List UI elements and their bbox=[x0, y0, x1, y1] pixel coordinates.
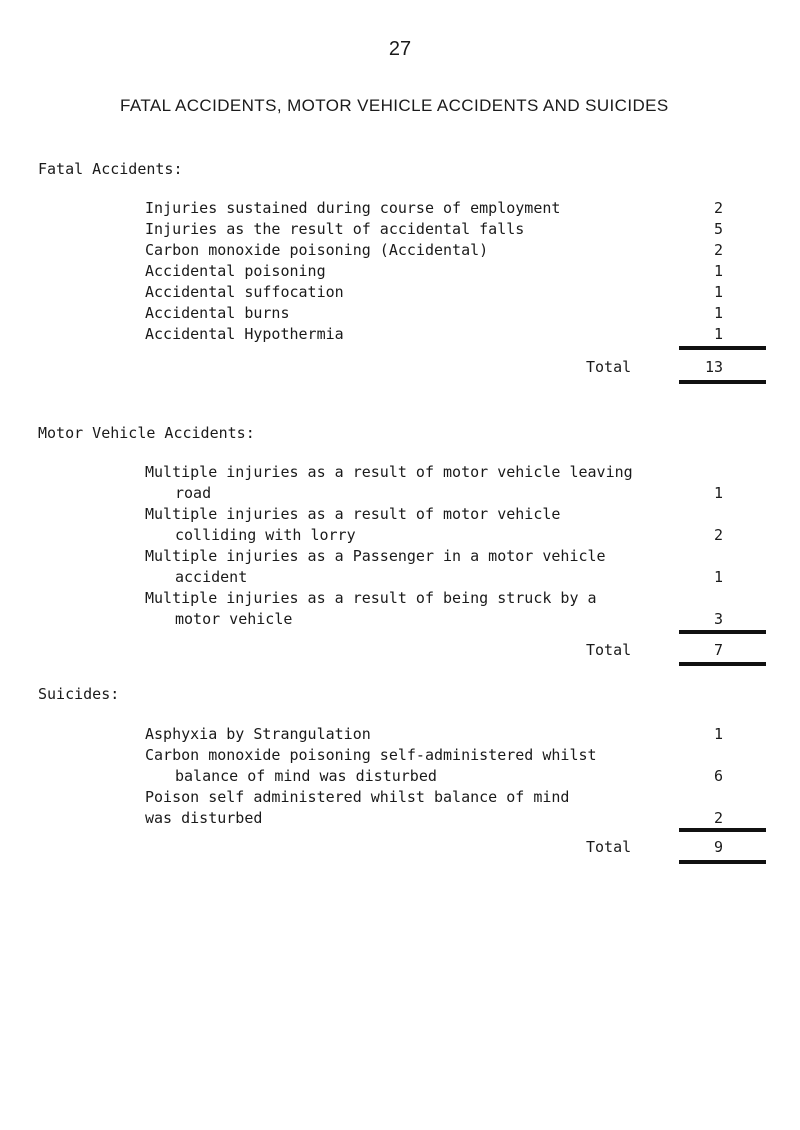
list-item bbox=[0, 725, 800, 745]
list-item bbox=[0, 809, 800, 829]
total-label: Total bbox=[586, 641, 632, 659]
item-label: Multiple injuries as a result of being struck by a bbox=[145, 589, 597, 607]
page-title: FATAL ACCIDENTS, MOTOR VEHICLE ACCIDENTS AND SUICIDES bbox=[120, 96, 669, 115]
total-rule bbox=[679, 662, 766, 666]
list-item bbox=[0, 463, 800, 483]
item-count: 1 bbox=[713, 262, 723, 280]
total-value: 13 bbox=[704, 358, 723, 376]
item-count: 2 bbox=[713, 199, 723, 217]
total-label: Total bbox=[586, 358, 632, 376]
item-label: Accidental burns bbox=[145, 304, 290, 322]
list-item bbox=[0, 547, 800, 567]
list-item bbox=[0, 568, 800, 588]
item-label-continued: accident bbox=[175, 568, 248, 586]
item-count: 1 bbox=[713, 325, 723, 343]
list-item bbox=[0, 199, 800, 219]
list-item bbox=[0, 262, 800, 282]
item-label-continued: colliding with lorry bbox=[175, 526, 356, 544]
item-count: 2 bbox=[713, 241, 723, 259]
item-count: 1 bbox=[713, 568, 723, 586]
suicides-heading: Suicides: bbox=[38, 685, 120, 703]
item-label: Accidental Hypothermia bbox=[145, 325, 344, 343]
item-count: 1 bbox=[713, 484, 723, 502]
list-item bbox=[0, 304, 800, 324]
page-number: 27 bbox=[388, 38, 412, 60]
item-label: Accidental suffocation bbox=[145, 283, 344, 301]
total-rule bbox=[679, 380, 766, 384]
list-item bbox=[0, 788, 800, 808]
list-item bbox=[0, 325, 800, 345]
list-item bbox=[0, 220, 800, 240]
item-label-continued: motor vehicle bbox=[175, 610, 293, 628]
item-label: Carbon monoxide poisoning self-administered whilst bbox=[145, 746, 597, 764]
item-count: 2 bbox=[713, 526, 723, 544]
item-label: Multiple injuries as a result of motor vehicle leaving bbox=[145, 463, 633, 481]
item-label: Poison self administered whilst balance of mind bbox=[145, 788, 570, 806]
list-item bbox=[0, 505, 800, 525]
item-count: 6 bbox=[713, 767, 723, 785]
item-label-continued: road bbox=[175, 484, 212, 502]
list-item bbox=[0, 589, 800, 609]
total-rule bbox=[679, 346, 766, 350]
motor-vehicle-heading: Motor Vehicle Accidents: bbox=[38, 424, 255, 442]
item-count: 5 bbox=[713, 220, 723, 238]
total-value: 9 bbox=[713, 838, 723, 856]
item-count: 1 bbox=[713, 725, 723, 743]
total-rule bbox=[679, 828, 766, 832]
item-label-continued: balance of mind was disturbed bbox=[175, 767, 437, 785]
item-label: Accidental poisoning bbox=[145, 262, 326, 280]
list-item bbox=[0, 610, 800, 630]
item-label: Carbon monoxide poisoning (Accidental) bbox=[145, 241, 489, 259]
total-label: Total bbox=[586, 838, 632, 856]
list-item bbox=[0, 283, 800, 303]
item-label: Asphyxia by Strangulation bbox=[145, 725, 371, 743]
item-label: Multiple injuries as a Passenger in a motor vehicle bbox=[145, 547, 606, 565]
item-count: 2 bbox=[713, 809, 723, 827]
total-value: 7 bbox=[713, 641, 723, 659]
item-label: Injuries as the result of accidental falls bbox=[145, 220, 525, 238]
item-label: Injuries sustained during course of employment bbox=[145, 199, 561, 217]
item-count: 3 bbox=[713, 610, 723, 628]
total-rule bbox=[679, 630, 766, 634]
list-item bbox=[0, 746, 800, 766]
item-count: 1 bbox=[713, 283, 723, 301]
list-item bbox=[0, 484, 800, 504]
list-item bbox=[0, 767, 800, 787]
item-count: 1 bbox=[713, 304, 723, 322]
item-label-continued: was disturbed bbox=[145, 809, 263, 827]
item-label: Multiple injuries as a result of motor vehicle bbox=[145, 505, 561, 523]
total-rule bbox=[679, 860, 766, 864]
fatal-accidents-heading: Fatal Accidents: bbox=[38, 160, 183, 178]
list-item bbox=[0, 526, 800, 546]
list-item bbox=[0, 241, 800, 261]
